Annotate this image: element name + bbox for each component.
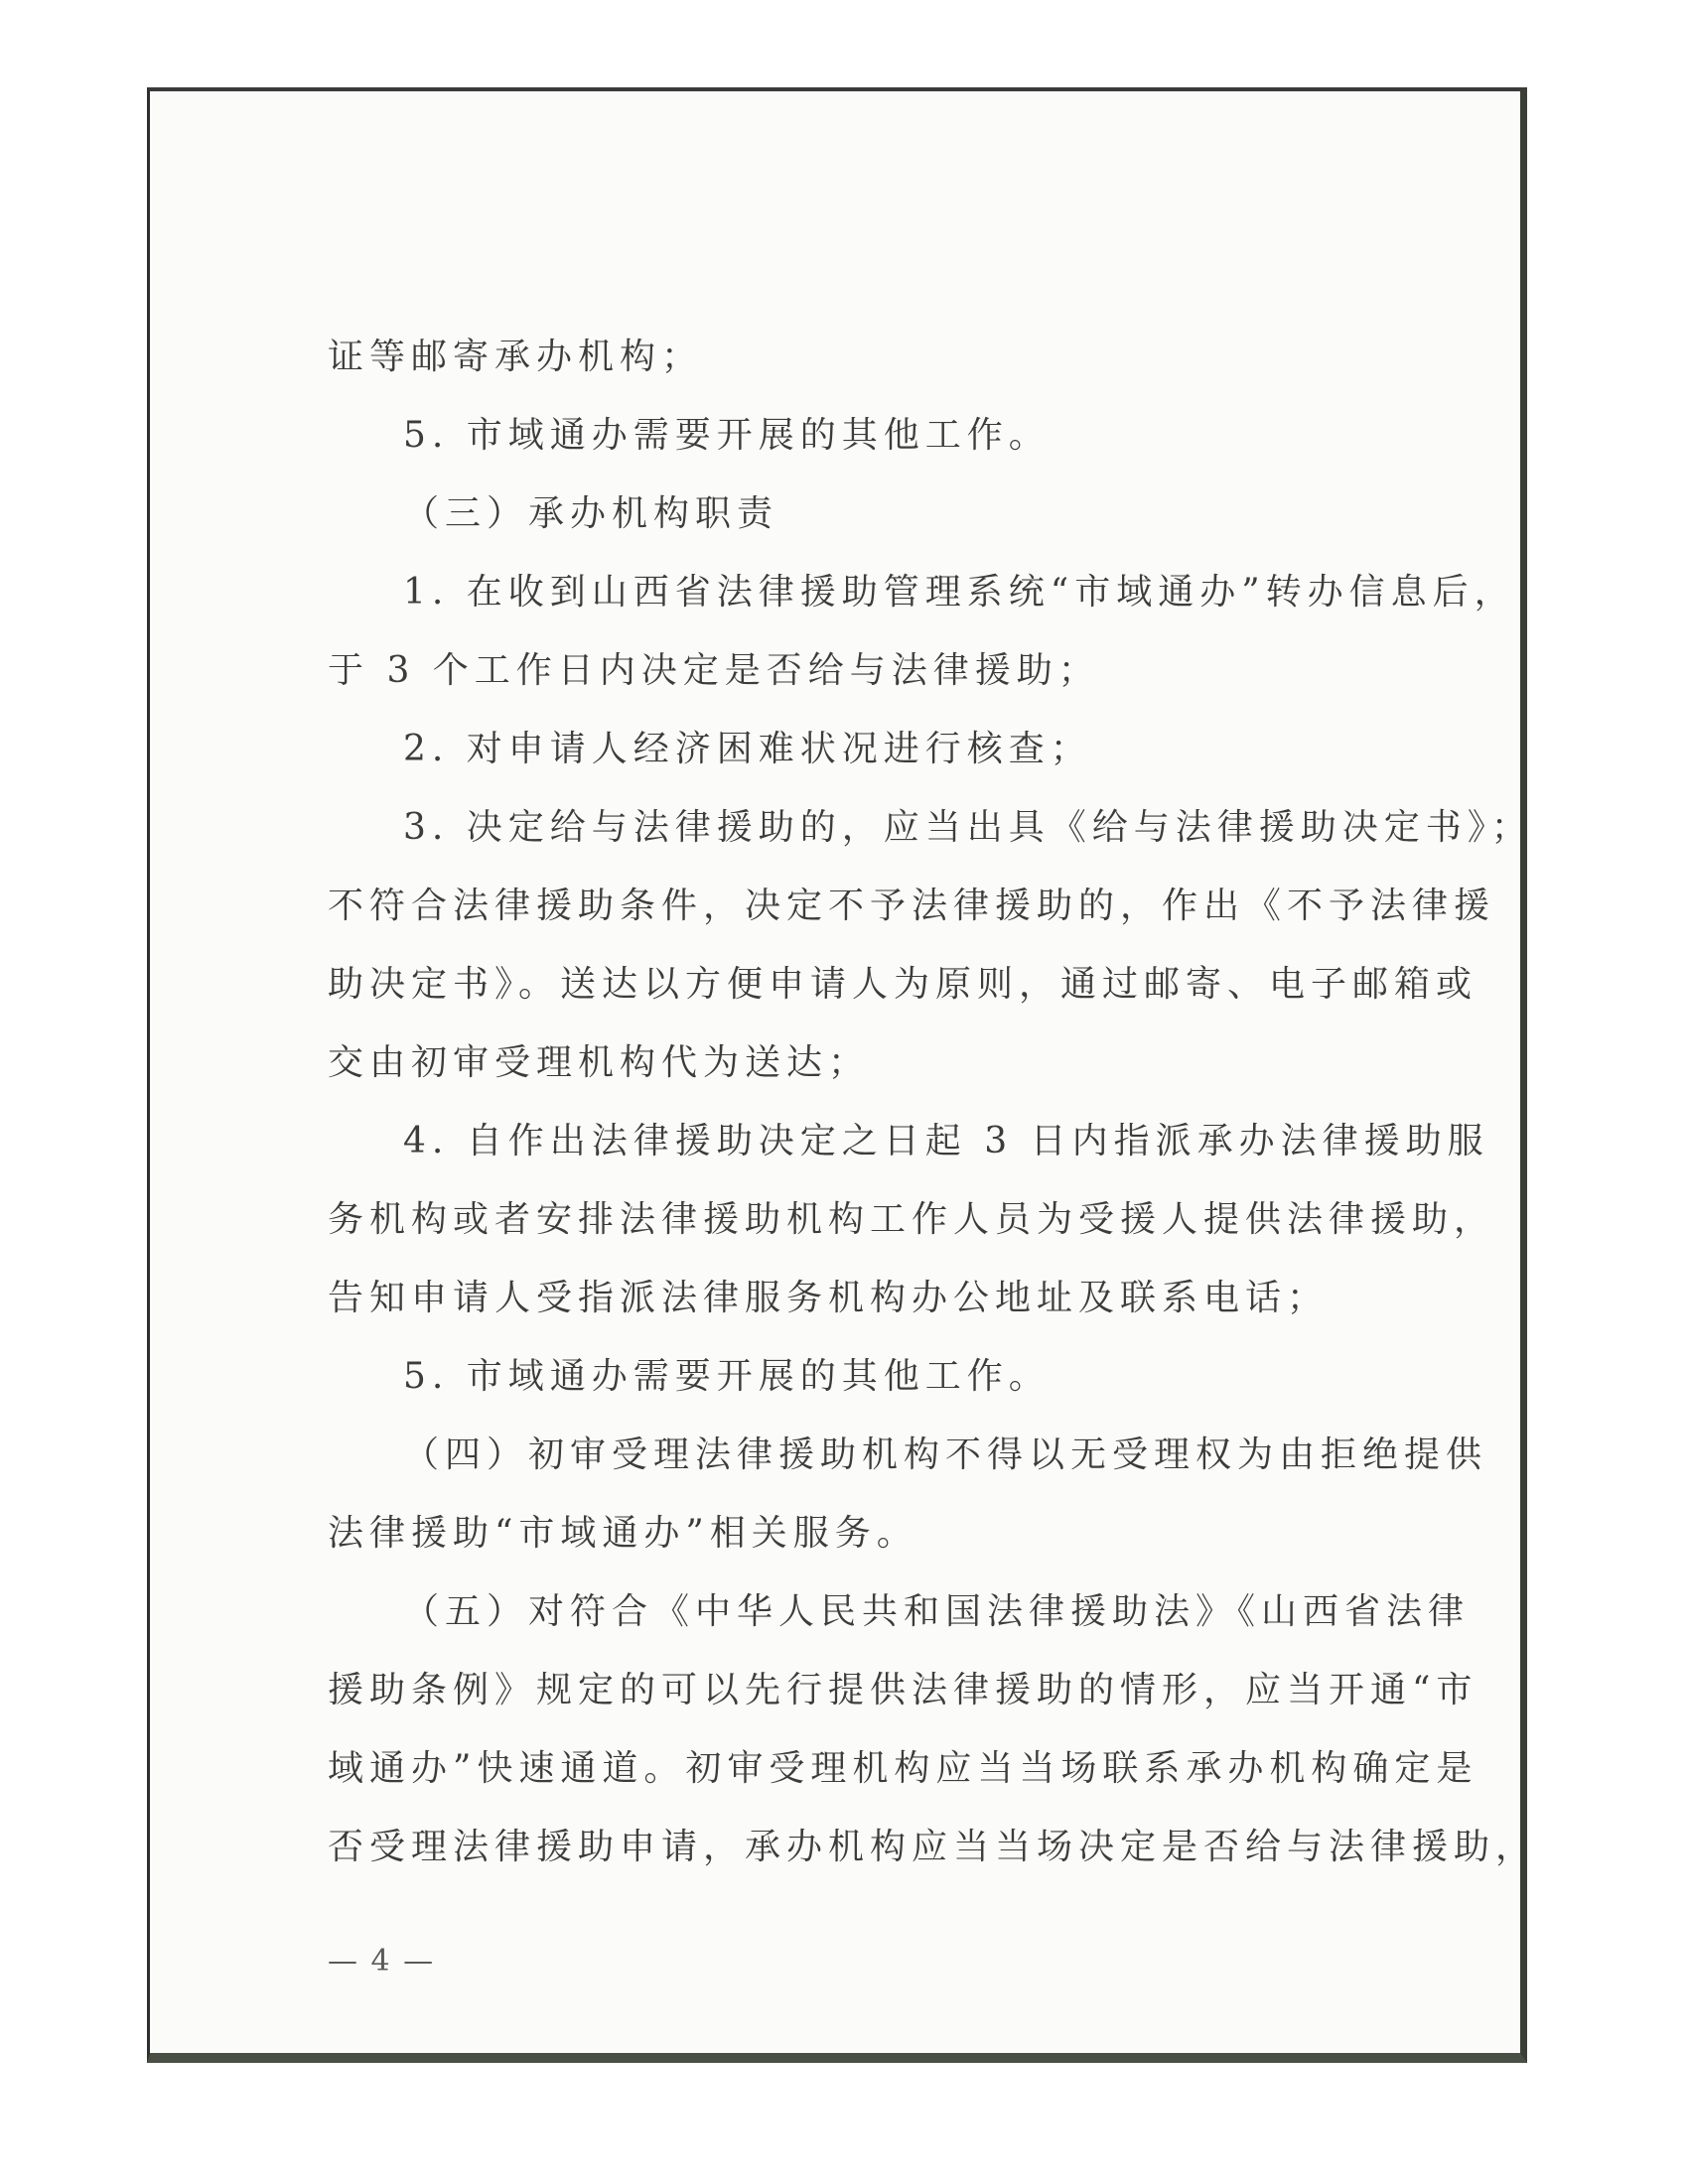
- text-line: 助决定书》。送达以方便申请人为原则，通过邮寄、电子邮箱或: [328, 964, 1478, 1005]
- text-line: 交由初审受理机构代为送达；: [328, 1042, 871, 1083]
- text-line: （五）对符合《中华人民共和国法律援助法》《山西省法律: [403, 1591, 1471, 1632]
- text-line: 5. 市域通办需要开展的其他工作。: [403, 1356, 1051, 1397]
- text-line: 务机构或者安排法律援助机构工作人员为受援人提供法律援助，: [328, 1199, 1496, 1240]
- text-line: 法律援助“市域通办”相关服务。: [328, 1513, 918, 1554]
- text-line: 援助条例》规定的可以先行提供法律援助的情形，应当开通“市: [328, 1670, 1478, 1710]
- text-line: 不符合法律援助条件，决定不予法律援助的，作出《不予法律援: [328, 886, 1496, 926]
- text-line: 告知申请人受指派法律服务机构办公地址及联系电话；: [328, 1278, 1330, 1318]
- text-line: 3. 决定给与法律援助的，应当出具《给与法律援助决定书》；: [403, 807, 1533, 848]
- body-text: [328, 318, 1538, 1886]
- text-line: 证等邮寄承办机构；: [328, 337, 704, 377]
- text-line: 1. 在收到山西省法律援助管理系统“市域通办”转办信息后，: [403, 572, 1516, 613]
- text-line: 否受理法律援助申请，承办机构应当当场决定是否给与法律援助，: [328, 1827, 1538, 1867]
- text-line: 5. 市域通办需要开展的其他工作。: [403, 415, 1051, 456]
- section-heading: （三）承办机构职责: [403, 493, 779, 534]
- text-line: 4. 自作出法律援助决定之日起 3 日内指派承办法律援助服: [403, 1121, 1489, 1161]
- text-line: （四）初审受理法律援助机构不得以无受理权为由拒绝提供: [403, 1434, 1488, 1475]
- text-line: 域通办”快速通道。初审受理机构应当当场联系承办机构确定是: [328, 1748, 1478, 1789]
- text-line: 于 3 个工作日内决定是否给与法律援助；: [328, 650, 1100, 691]
- page-number: — 4 —: [328, 1944, 436, 1979]
- text-line: 2. 对申请人经济困难状况进行核查；: [403, 729, 1092, 769]
